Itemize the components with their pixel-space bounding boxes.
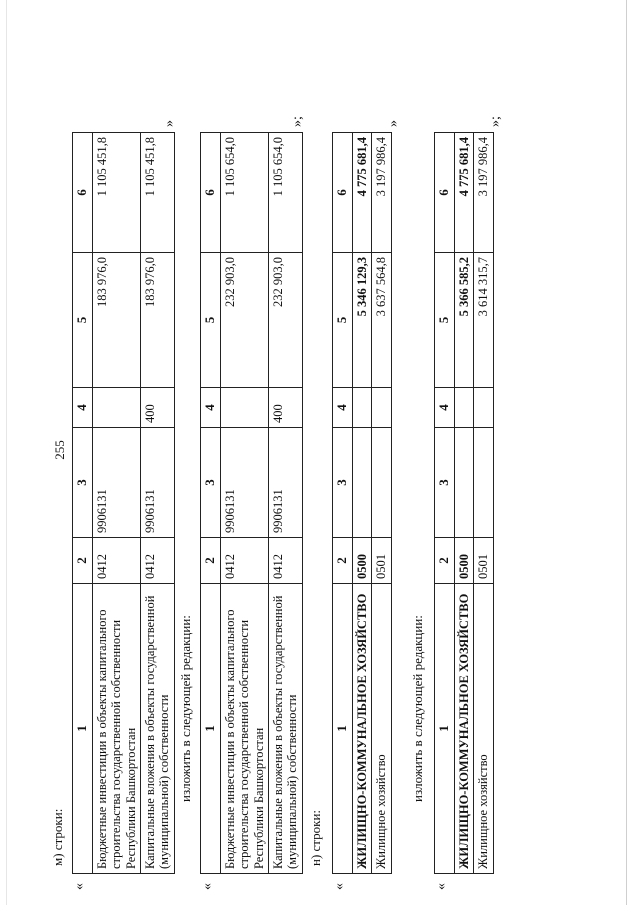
close-quote: » — [386, 120, 401, 127]
target-code — [352, 428, 371, 538]
table-header-row — [73, 133, 93, 874]
table-row — [372, 133, 391, 874]
expense-type — [372, 388, 391, 428]
open-quote: « — [72, 883, 87, 890]
expense-type — [352, 388, 371, 428]
header-cell: 5 — [435, 253, 455, 388]
header-cell: 3 — [333, 428, 353, 538]
row-name: Жилищное хозяйство — [372, 584, 391, 874]
target-code: 9906131 — [141, 428, 175, 538]
target-code — [474, 428, 493, 538]
row-name: Капитальные вложения в объекты государственной (муниципальной) собственности — [269, 584, 303, 874]
expense-type — [454, 388, 473, 428]
header-cell: 5 — [201, 253, 221, 388]
header-cell: 4 — [73, 388, 93, 428]
amount-col6: 1 105 451,8 — [141, 133, 175, 253]
header-cell: 3 — [73, 428, 93, 538]
row-name: Капитальные вложения в объекты государственной (муниципальной) собственности — [141, 584, 175, 874]
table-row — [220, 133, 268, 874]
header-cell: 4 — [333, 388, 353, 428]
scan-edge-right — [626, 0, 627, 905]
amount-col6: 1 105 654,0 — [220, 133, 268, 253]
section-caption-new-edition: изложить в следующей редакции: — [410, 615, 425, 802]
header-cell: 5 — [73, 253, 93, 388]
scan-edge-left — [6, 0, 7, 905]
rotated-page — [50, 2, 590, 902]
target-code: 9906131 — [269, 428, 303, 538]
table-header-row — [201, 133, 221, 874]
table-row — [454, 133, 473, 874]
table-n-new — [434, 132, 494, 874]
header-cell: 1 — [73, 584, 93, 874]
amount-col6: 4 775 681,4 — [454, 133, 473, 253]
amount-col5: 232 903,0 — [220, 253, 268, 388]
table-header-row — [333, 133, 353, 874]
table-row — [269, 133, 303, 874]
header-cell: 2 — [333, 538, 353, 584]
table-row — [92, 133, 140, 874]
header-cell: 2 — [435, 538, 455, 584]
expense-type — [220, 388, 268, 428]
row-name: Бюджетные инвестиции в объекты капитального строительства государственной собственности Республики Башкортостан — [92, 584, 140, 874]
close-quote: » — [162, 120, 177, 127]
section-code: 0501 — [372, 538, 391, 584]
expense-type: 400 — [141, 388, 175, 428]
header-cell: 1 — [435, 584, 455, 874]
header-cell: 6 — [73, 133, 93, 253]
expense-type: 400 — [269, 388, 303, 428]
target-code — [372, 428, 391, 538]
section-caption-m: м) строки: — [50, 808, 65, 866]
section-code: 0412 — [269, 538, 303, 584]
header-cell: 1 — [201, 584, 221, 874]
amount-col5: 3 614 315,7 — [474, 253, 493, 388]
amount-col5: 5 366 585,2 — [454, 253, 473, 388]
open-quote: « — [332, 883, 347, 890]
header-cell: 6 — [333, 133, 353, 253]
table-n-old — [332, 132, 392, 874]
section-caption-n: н) строки: — [308, 809, 323, 866]
table-header-row — [435, 133, 455, 874]
section-code: 0500 — [454, 538, 473, 584]
section-code: 0500 — [352, 538, 371, 584]
header-cell: 5 — [333, 253, 353, 388]
header-cell: 6 — [201, 133, 221, 253]
target-code: 9906131 — [220, 428, 268, 538]
row-name: Жилищное хозяйство — [474, 584, 493, 874]
header-cell: 6 — [435, 133, 455, 253]
table-m-new — [200, 132, 303, 874]
amount-col6: 3 197 986,4 — [372, 133, 391, 253]
open-quote: « — [200, 883, 215, 890]
amount-col6: 1 105 654,0 — [269, 133, 303, 253]
page-number: 255 — [52, 440, 67, 460]
header-cell: 2 — [201, 538, 221, 584]
open-quote: « — [434, 883, 449, 890]
section-code: 0412 — [92, 538, 140, 584]
section-code: 0412 — [220, 538, 268, 584]
table-m-old — [72, 132, 175, 874]
header-cell: 3 — [201, 428, 221, 538]
amount-col5: 3 637 564,8 — [372, 253, 391, 388]
close-quote: »; — [488, 116, 503, 127]
row-name: ЖИЛИЩНО-КОММУНАЛЬНОЕ ХОЗЯЙСТВО — [454, 584, 473, 874]
header-cell: 1 — [333, 584, 353, 874]
header-cell: 2 — [73, 538, 93, 584]
target-code: 9906131 — [92, 428, 140, 538]
header-cell: 3 — [435, 428, 455, 538]
section-caption-new-edition: изложить в следующей редакции: — [178, 615, 193, 802]
amount-col5: 232 903,0 — [269, 253, 303, 388]
row-name: Бюджетные инвестиции в объекты капитального строительства государственной собственности Республики Башкортостан — [220, 584, 268, 874]
amount-col5: 183 976,0 — [141, 253, 175, 388]
amount-col6: 4 775 681,4 — [352, 133, 371, 253]
expense-type — [474, 388, 493, 428]
close-quote: »; — [290, 116, 305, 127]
amount-col6: 3 197 986,4 — [474, 133, 493, 253]
header-cell: 4 — [201, 388, 221, 428]
amount-col5: 5 346 129,3 — [352, 253, 371, 388]
section-code: 0501 — [474, 538, 493, 584]
amount-col5: 183 976,0 — [92, 253, 140, 388]
amount-col6: 1 105 451,8 — [92, 133, 140, 253]
section-code: 0412 — [141, 538, 175, 584]
target-code — [454, 428, 473, 538]
table-row — [352, 133, 371, 874]
table-row — [141, 133, 175, 874]
expense-type — [92, 388, 140, 428]
table-row — [474, 133, 493, 874]
header-cell: 4 — [435, 388, 455, 428]
row-name: ЖИЛИЩНО-КОММУНАЛЬНОЕ ХОЗЯЙСТВО — [352, 584, 371, 874]
